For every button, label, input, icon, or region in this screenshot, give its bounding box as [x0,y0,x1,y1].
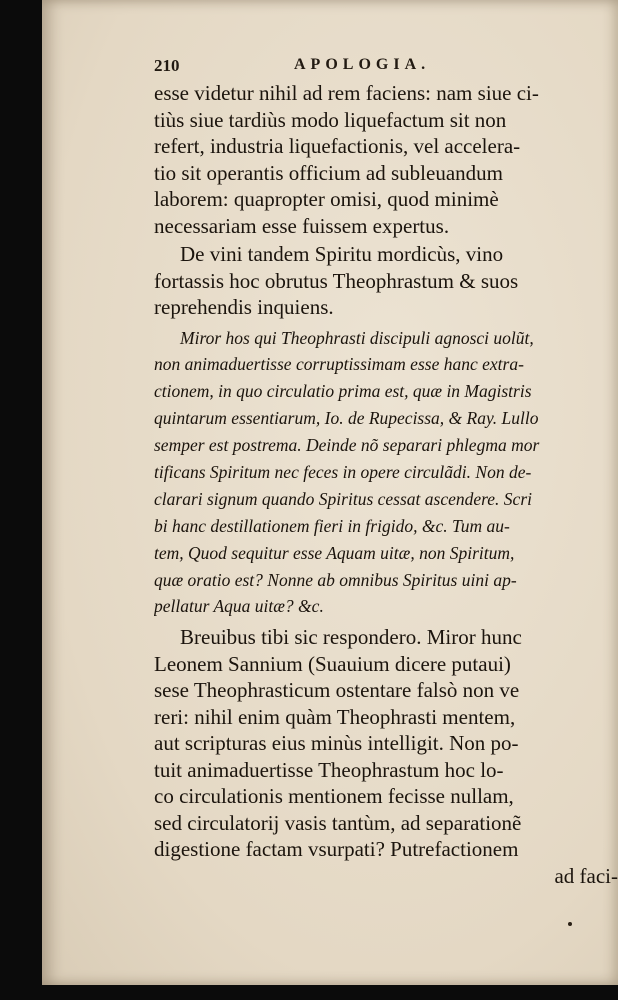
quote-line: tificans Spiritum nec feces in opere circulãdi. Non de- [154,461,532,482]
text-line: co circulationis mentionem fecisse nullam, [154,784,514,809]
quote-line: bi hanc destillationem fieri in frigido, &c. Tum au- [154,515,510,536]
catchword: ad faci- [554,863,618,888]
quote-line: quintarum essentiarum, Io. de Rupecissa, & Ray. Lullo [154,408,539,429]
text-line: Breuibus tibi sic respondero. Miror hunc [180,625,522,650]
page-number: 210 [154,56,180,75]
quote-line: ctionem, in quo circulatio prima est, quæ in Magistris [154,381,532,402]
text-line: sed circulatorij vasis tantùm, ad separationẽ [154,810,522,835]
quote-line: Miror hos qui Theophrasti discipuli agnosci uolũt, [180,327,534,348]
book-page [42,0,618,985]
text-line: Leonem Sannium (Suauium dicere putaui) [154,651,511,676]
text-line: refert, industria liquefactionis, vel accelera- [154,134,521,158]
text-line: necessariam esse fuissem expertus. [154,213,450,238]
quote-line: semper est postrema. Deinde nõ separari phlegma mor [154,435,540,456]
text-line: aut scripturas eius minùs intelligit. Non po- [154,731,519,756]
quote-line: tem, Quod sequitur esse Aquam uitæ, non Spiritum, [154,542,515,563]
body-text [154,80,618,889]
text-line: tiùs siue tardiùs modo liquefactum sit non [154,107,507,132]
text-line: reprehendis inquiens. [154,295,334,319]
running-title: APOLOGIA. [294,56,431,73]
page-header [154,50,494,80]
text-line: esse videtur nihil ad rem faciens: nam siue ci- [154,81,539,105]
quotation-block [154,325,618,621]
paragraph-3 [154,624,618,863]
quote-line: quæ oratio est? Nonne ab omnibus Spiritus uini ap- [154,569,517,590]
ink-speck [568,922,572,926]
text-line: reri: nihil enim quàm Theophrasti mentem, [154,704,516,729]
paragraph-1 [154,80,618,239]
text-line: De vini tandem Spiritu mordicùs, vino [180,242,504,266]
text-line: tuit animaduertisse Theophrastum hoc lo- [154,757,504,782]
quote-line: clarari signum quando Spiritus cessat ascendere. Scri [154,488,533,509]
quote-line: non animaduertisse corruptissimam esse hanc extra- [154,354,524,375]
text-line: laborem: quapropter omisi, quod minimè [154,187,499,211]
quote-line: pellatur Aqua uitæ? &c. [154,596,324,617]
text-line: sese Theophrasticum ostentare falsò non ve [154,678,520,703]
paragraph-2 [154,241,618,321]
text-line: digestione factam vsurpati? Putrefactionem [154,837,519,862]
text-line: tio sit operantis officium ad subleuandum [154,160,503,185]
text-line: fortassis hoc obrutus Theophrastum & suos [154,268,519,293]
